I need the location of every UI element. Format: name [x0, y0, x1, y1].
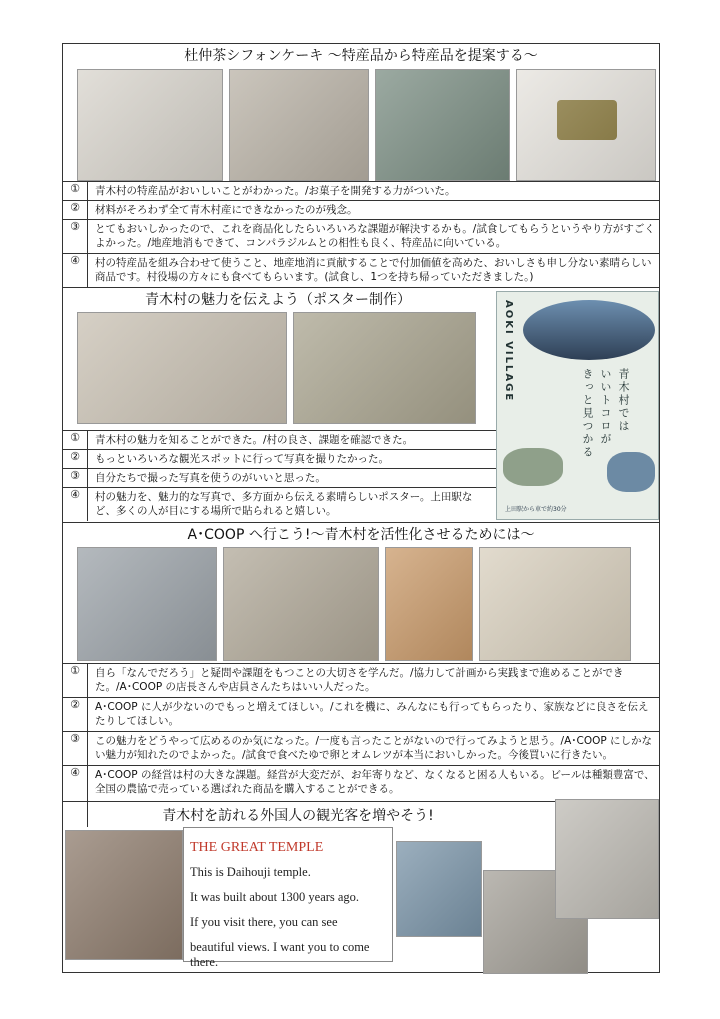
students-at-store-photo [77, 547, 217, 661]
row-number: ③ [63, 220, 88, 253]
students-planning-photo [223, 547, 379, 661]
aoki-village-poster [496, 291, 659, 520]
students-presenting-photo [229, 69, 369, 181]
row-number: ④ [63, 254, 88, 287]
section3-title: A･COOP へ行こう!～青木村を活性化させるためには～ [187, 527, 535, 543]
card-line: beautiful views. I want you to come there. [190, 940, 370, 969]
row-number: ④ [63, 766, 88, 801]
poster-text-1: 青木村では [617, 368, 630, 433]
row-text: 材料がそろわず全て青木村産にできなかったのが残念。 [95, 204, 358, 216]
chiffon-cake-photo [516, 69, 656, 181]
list-item [63, 200, 659, 219]
section1-rows [63, 181, 659, 287]
students-cooking-photo [77, 69, 223, 181]
list-item [63, 765, 659, 801]
students-tasting-photo [479, 547, 631, 661]
list-item [63, 181, 659, 200]
list-item [63, 487, 496, 521]
list-item [63, 663, 659, 697]
store-products-photo [385, 547, 473, 661]
row-text: とてもおいしかったので、これを商品化したらいろいろな課題が解決するかも。/試食してもらうというやり方がすごくよかった。/地産地消もできて、コンパラジルムとの相性も良く、特産品に向いている。 [95, 223, 655, 249]
row-number: ② [63, 698, 88, 731]
row-number: ① [63, 431, 88, 449]
list-item [63, 430, 496, 449]
section2-rows [63, 430, 496, 521]
list-item [63, 219, 659, 253]
classroom-visit-photo [555, 799, 659, 919]
section2-title: 青木村の魅力を伝えよう（ポスター制作） [145, 292, 411, 308]
poster-photo-blob [503, 448, 563, 486]
students-with-visitor-photo [65, 830, 183, 960]
row-number: ② [63, 450, 88, 468]
card-line: This is Daihouji temple. [190, 865, 311, 879]
list-item [63, 253, 659, 287]
students-group-photo [77, 312, 287, 424]
section1-title: 杜仲茶シフォンケーキ ～特産品から特産品を提案する～ [184, 48, 538, 64]
document-frame [62, 43, 660, 973]
poster-text-3: きっと見つかる [581, 368, 594, 459]
row-text: 青木村の特産品がおいしいことがわかった。/お菓子を開発する力がついた。 [95, 185, 456, 197]
section3-rows [63, 663, 659, 801]
temple-english-card [183, 827, 393, 969]
poster-text-2: いいトコロが [599, 368, 612, 446]
list-item [63, 697, 659, 731]
row-text: A･COOP に人が少ないのでもっと増えてほしい。/これを機に、みんなにも行ってもらったり、家族などに良さを伝えたりしてほしい。 [95, 701, 649, 727]
pagoda-photo [396, 841, 482, 937]
row-number: ① [63, 182, 88, 200]
row-text: A･COOP の経営は村の大きな課題。経営が大変だが、お年寄りなど、なくなると困る人もいる。ビールは種類豊富で、全国の農協で売っている選ばれた商品を購入することができる。 [95, 769, 655, 795]
row-text: 自ら「なんでだろう」と疑問や課題をもつことの大切さを学んだ。/協力して計画から実践まで進めることができた。/A･COOP の店長さんや店員さんたちはいい人だった。 [95, 667, 624, 693]
row-number: ③ [63, 732, 88, 765]
section-divider [63, 287, 659, 288]
mountain-image [523, 300, 655, 360]
row-text: 自分たちで撮った写真を使うのがいいと思った。 [95, 472, 326, 484]
card-line: It was built about 1300 years ago. [190, 890, 360, 904]
tasting-officials-photo [375, 69, 510, 181]
row-text: 村の魅力を、魅力的な写真で、多方面から伝える素晴らしいポスター。上田駅など、多くの人が目にする場所で貼られると嬉しい。 [95, 491, 473, 517]
row-text: もっといろいろな観光スポットに行って写真を撮りたかった。 [95, 453, 389, 465]
row-number: ④ [63, 488, 88, 521]
section-divider [63, 522, 659, 523]
row-number: ③ [63, 469, 88, 487]
card-line: If you visit there, you can see [190, 915, 338, 929]
row-number: ① [63, 664, 88, 697]
section4-title: 青木村を訪れる外国人の観光客を増やそう! [162, 808, 434, 824]
list-item [63, 731, 659, 765]
students-laptops-photo [293, 312, 476, 424]
poster-photo-blob [607, 452, 655, 492]
poster-footer: 上田駅から車で約30分 [505, 506, 567, 513]
row-text: 青木村の魅力を知ることができた。/村の良さ、課題を確認できた。 [95, 434, 414, 446]
poster-vertical-title: AOKI VILLAGE [503, 300, 514, 403]
row-text: この魅力をどうやって広めるのか気になった。/一度も言ったことがないので行ってみようと思う。/A･COOP にしかない魅力が知れたのでよかった。/試食で食べたゆで卵とオムレツが本当においしかった。今後買いに行きたい。 [95, 735, 653, 761]
card-heading: THE GREAT TEMPLE [190, 840, 324, 855]
list-item [63, 468, 496, 487]
list-item [63, 449, 496, 468]
row-text: 村の特産品を組み合わせて使うこと、地産地消に貢献することで付加価値を高めた、おいしさも申し分ない素晴らしい商品です。村役場の方々にも食べてもらいます。(試食し、1つを持ち帰っていただきました。) [95, 257, 652, 283]
cake-slice-shape [557, 100, 617, 140]
row-number: ② [63, 201, 88, 219]
